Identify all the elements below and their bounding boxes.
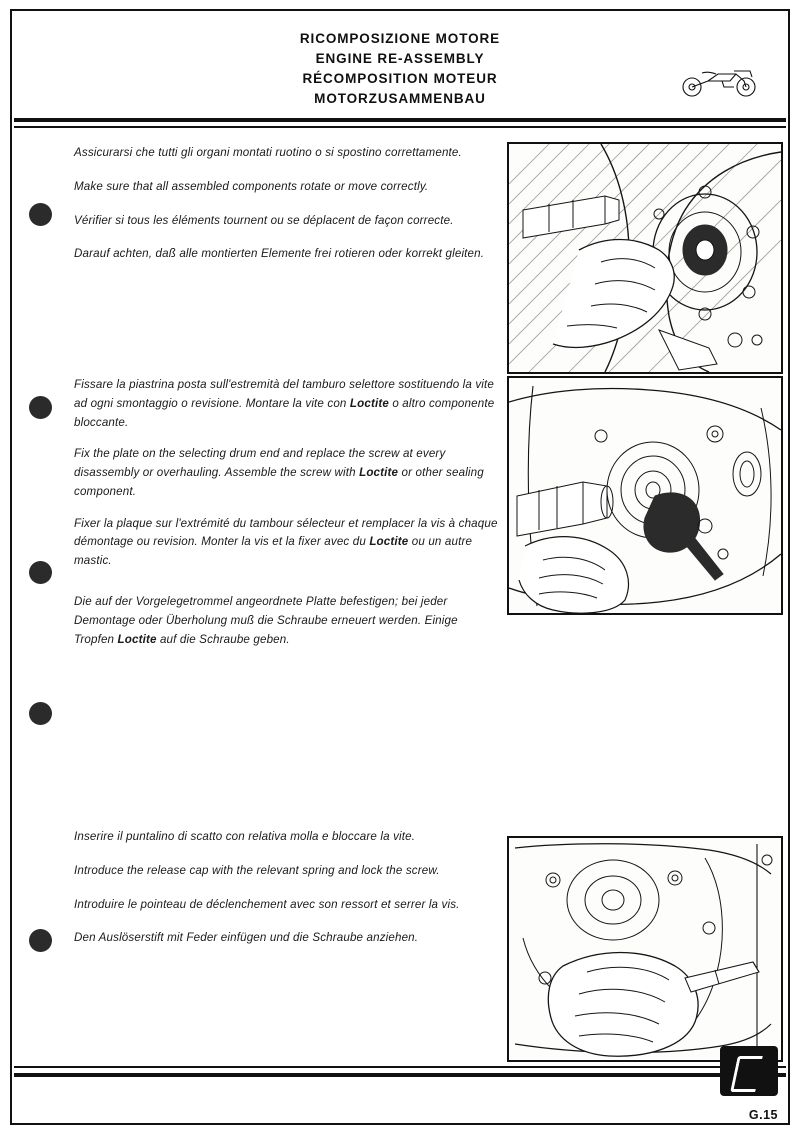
- section-2-text: [74, 376, 499, 662]
- paragraph-en: Make sure that all assembled components rotate or move correctly.: [74, 179, 429, 193]
- loctite-emphasis: Loctite: [369, 535, 409, 549]
- paragraph-de: [74, 593, 499, 649]
- header-divider-thin: [14, 126, 786, 128]
- binder-hole: [29, 929, 52, 952]
- paragraph-fr-pre: Fixer la plaque sur l'extrémité du tambour sélecteur et remplacer la vis à chaque démontage ou revision. Monter la vis et la fixer avec du: [74, 516, 498, 549]
- paragraph-de-post: auf die Schraube geben.: [156, 632, 290, 646]
- paragraph-en-pre: Fix the plate on the selecting drum end and replace the screw at every disassembly or overhauling. Assemble the screw with: [74, 447, 446, 480]
- header-title-de: MOTORZUSAMMENBAU: [314, 90, 486, 106]
- header-title-en: ENGINE RE-ASSEMBLY: [315, 50, 485, 66]
- section-3-text: [74, 828, 499, 948]
- figure-release-cap-spring: [507, 836, 783, 1062]
- paragraph-fr-post: ou un autre mastic.: [74, 535, 473, 568]
- figure-engine-case-assembly: [507, 142, 783, 374]
- header-divider-thick: [14, 118, 786, 122]
- binder-hole: [29, 561, 52, 584]
- footer-divider-thin: [14, 1066, 786, 1068]
- section-1-text: [74, 144, 499, 264]
- paragraph-it-post: o altro componente bloccante.: [74, 396, 495, 429]
- paragraph-it: Assicurarsi che tutti gli organi montati ruotino o si spostino correttamente.: [74, 146, 462, 159]
- manufacturer-logo-icon: [720, 1046, 778, 1096]
- page-number: G.15: [748, 1108, 778, 1122]
- paragraph-it-pre: Fissare la piastrina posta sull'estremità del tamburo selettore sostituendo la vite ad ogni smontaggio o revisione. Montare la vite con: [74, 378, 494, 410]
- binder-hole: [29, 396, 52, 419]
- paragraph-de: Darauf achten, daß alle montierten Elemente frei rotieren oder korrekt gleiten.: [74, 247, 485, 261]
- paragraph-it: [74, 376, 499, 432]
- loctite-emphasis: Loctite: [359, 466, 399, 480]
- paragraph-fr: Introduire le pointeau de déclenchement avec son ressort et serrer la vis.: [74, 897, 460, 911]
- paragraph-en: Introduce the release cap with the relevant spring and lock the screw.: [74, 863, 440, 877]
- paragraph-de: Den Auslöserstift mit Feder einfügen und die Schraube anziehen.: [74, 931, 419, 945]
- paragraph-fr: [74, 515, 499, 571]
- paragraph-de-pre: Die auf der Vorgelegetrommel angeordnete Platte befestigen; bei jeder Demontage oder Überholung muß die Schraube erneuert werden. Einige Tropfen: [74, 595, 458, 646]
- paragraph-fr: Vérifier si tous les éléments tournent ou se déplacent de façon correcte.: [74, 213, 454, 227]
- header-title-group: [14, 29, 786, 109]
- page-header: [14, 13, 786, 117]
- motorcycle-outline-logo-icon: [678, 61, 764, 99]
- binder-hole: [29, 702, 52, 725]
- paragraph-it: Inserire il puntalino di scatto con relativa molla e bloccare la vite.: [74, 830, 416, 843]
- loctite-emphasis: Loctite: [117, 632, 157, 646]
- footer-divider-thick: [14, 1073, 786, 1077]
- header-title-fr: RÉCOMPOSITION MOTEUR: [302, 70, 498, 86]
- binder-hole: [29, 203, 52, 226]
- header-title-it: RICOMPOSIZIONE MOTORE: [299, 31, 501, 46]
- paragraph-en-post: or other sealing component.: [74, 466, 484, 498]
- paragraph-en: [74, 445, 499, 501]
- figure-selector-drum-plate: [507, 376, 783, 615]
- loctite-emphasis: Loctite: [349, 396, 389, 410]
